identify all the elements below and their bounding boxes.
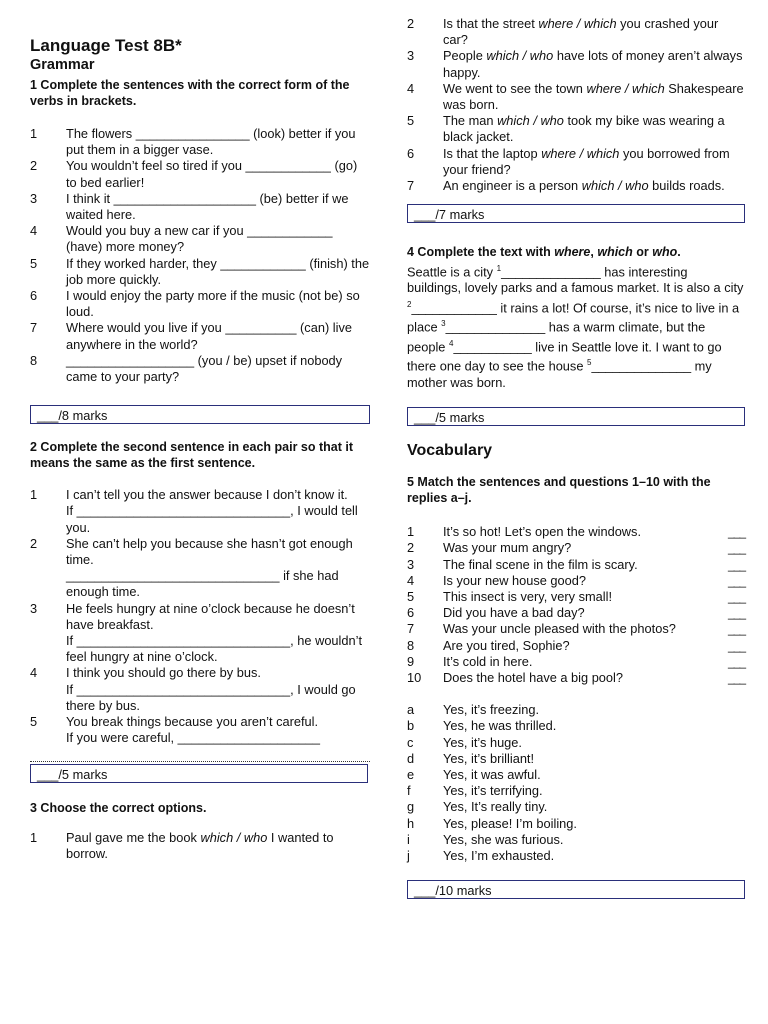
list-item: 6 Did you have a bad day? ___: [407, 605, 745, 621]
answer-blank[interactable]: ___: [727, 654, 745, 669]
sec4-instruction: 4 Complete the text with where, which or who.: [407, 245, 681, 260]
answer-blank[interactable]: ___: [727, 573, 745, 588]
list-item: 3 People which / who have lots of money aren’t always happy.: [407, 48, 743, 80]
list-item: e Yes, it was awful.: [407, 766, 541, 782]
answer-blank[interactable]: ___: [727, 525, 745, 540]
list-item: a Yes, it’s freezing.: [407, 702, 540, 718]
left-column: [30, 36, 370, 862]
list-item: 1 It’s so hot! Let’s open the windows. ___: [407, 524, 745, 540]
list-item: 2 You wouldn’t feel so tired if you ____________ (go) to bed earlier!: [30, 158, 358, 190]
answer-blank[interactable]: ___: [727, 589, 745, 604]
list-item: i Yes, she was furious.: [407, 831, 564, 847]
list-item: 9 It’s cold in here. ___: [407, 653, 745, 669]
list-item: 1 The flowers ________________ (look) better if you put them in a bigger vase.: [30, 126, 356, 158]
answer-blank[interactable]: ___: [727, 622, 745, 637]
sec1-instruction: 1 Complete the sentences with the correct form of the verbs in brackets.: [30, 78, 350, 108]
answer-line[interactable]: [30, 751, 370, 762]
list-item: 8 Are you tired, Sophie? ___: [407, 637, 745, 653]
answer-blank[interactable]: ___: [727, 606, 745, 621]
list-item: 7 Was your uncle pleased with the photos? ___: [407, 621, 745, 637]
list-item: h Yes, please! I’m boiling.: [407, 815, 577, 831]
answer-blank[interactable]: ___: [727, 670, 745, 685]
list-item: 7 An engineer is a person which / who builds roads.: [407, 178, 725, 194]
doc-title: Language Test 8B*: [30, 36, 182, 55]
list-item: 2 Is that the street where / which you crashed your car?: [407, 16, 719, 48]
list-item: 5 If they worked harder, they ____________ (finish) the job more quickly.: [30, 255, 370, 287]
list-item: 2 Was your mum angry? ___: [407, 540, 745, 556]
sec2-instruction: 2 Complete the second sentence in each pair so that it means the same as the first sentence.: [30, 440, 353, 470]
vocabulary-heading: Vocabulary: [407, 442, 493, 460]
list-item: c Yes, it’s huge.: [407, 734, 522, 750]
sec3-list-part2: [407, 16, 745, 194]
answer-blank[interactable]: ___: [727, 638, 745, 653]
list-item: 5 You break things because you aren’t careful. If you were careful, ____________________: [30, 714, 321, 746]
list-item: g Yes, It’s really tiny.: [407, 799, 548, 815]
sec4-text: Seattle is a city $^1$______________ has interesting buildings, lovely parks and a famous market. It is also a city $^2$____________ it rains a lot! Of course, it’s nice to live in a place $^3$______________ has a warm climate, but the people $^4$___________ live in Seattle love it. I want to go there one day to see the house $^5$______________ my mother was born.: [407, 263, 744, 390]
list-item: b Yes, he was thrilled.: [407, 718, 557, 734]
list-item: 5 The man which / who took my bike was wearing a black jacket.: [407, 113, 725, 145]
list-item: 1 Paul gave me the book which / who I wanted to borrow.: [30, 830, 334, 862]
sec5-instruction: 5 Match the sentences and questions 1–10 with the replies a–j.: [407, 475, 711, 505]
answer-blank[interactable]: ___: [727, 541, 745, 556]
sec3-instruction: 3 Choose the correct options.: [30, 800, 207, 815]
sec1-list: [30, 126, 370, 385]
sec1-marks-box[interactable]: ___/8 marks: [30, 405, 370, 424]
list-item: d Yes, it’s brilliant!: [407, 750, 535, 766]
list-item: 5 This insect is very, very small! ___: [407, 588, 745, 604]
list-item: 3 The final scene in the film is scary. ___: [407, 556, 745, 572]
sec2-marks-box[interactable]: ___/5 marks: [30, 764, 368, 783]
list-item: 2 She can’t help you because she hasn’t got enough time. ______________________________ if she had enough time.: [30, 535, 353, 600]
sec5-marks-box[interactable]: ___/10 marks: [407, 880, 745, 899]
list-item: 3 He feels hungry at nine o’clock because he doesn’t have breakfast. If ______________________________, he wouldn’t feel hungry at nine o’clock.: [30, 600, 363, 665]
list-item: 6 Is that the laptop where / which you borrowed from your friend?: [407, 145, 730, 177]
sec3-marks-box[interactable]: ___/7 marks: [407, 204, 745, 223]
list-item: 6 I would enjoy the party more if the music (not be) so loud.: [30, 288, 360, 320]
list-item: j Yes, I’m exhausted.: [407, 848, 555, 863]
sec5-replies: [407, 702, 745, 864]
list-item: 4 We went to see the town where / which Shakespeare was born.: [407, 80, 744, 113]
list-item: 4 Is your new house good? ___: [407, 572, 745, 588]
list-item: 1 I can’t tell you the answer because I don’t know it. If ______________________________, I would tell you.: [30, 487, 358, 535]
sec4-marks-box[interactable]: ___/5 marks: [407, 407, 745, 426]
list-item: 8 __________________ (you / be) upset if nobody came to your party?: [30, 352, 343, 385]
sec2-list: [30, 487, 370, 746]
list-item: 10 Does the hotel have a big pool? ___: [407, 669, 745, 685]
list-item: f Yes, it’s terrifying.: [407, 783, 543, 799]
sec5-questions: [407, 524, 745, 686]
list-item: 7 Where would you live if you __________ (can) live anywhere in the world?: [30, 320, 352, 352]
answer-blank[interactable]: ___: [727, 557, 745, 572]
list-item: 4 I think you should go there by bus. If ______________________________, I would go there by bus.: [30, 665, 356, 713]
sec3-list-part1: [30, 830, 370, 862]
right-column: [407, 16, 745, 899]
list-item: 4 Would you buy a new car if you ____________ (have) more money?: [30, 223, 333, 255]
list-item: 3 I think it ____________________ (be) better if we waited here.: [30, 190, 349, 223]
grammar-heading: Grammar: [30, 57, 95, 73]
